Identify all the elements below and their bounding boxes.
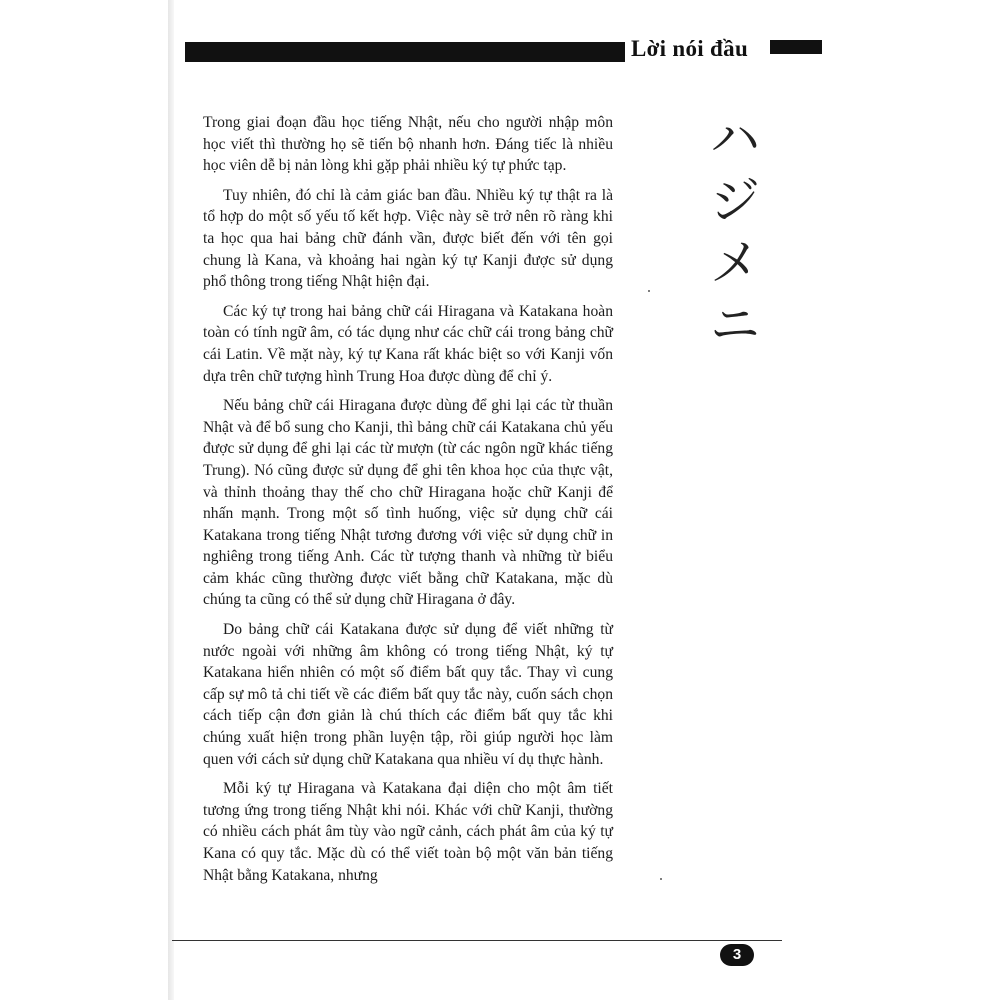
katakana-char: ハ — [710, 110, 760, 168]
paragraph: Tuy nhiên, đó chỉ là cảm giác ban đầu. Nhiều ký tự thật ra là tổ hợp do một số yếu tố kết hợp. Việc này sẽ trở nên rõ ràng khi ta học qua hai bảng chữ đánh vần, được biết đến với tên gọi chung là Kana, và khoảng hai ngàn ký tự Kanji được sử dụng phổ thông trong tiếng Nhật hiện đại. — [203, 186, 613, 291]
footer-rule — [172, 940, 782, 941]
paragraph: Do bảng chữ cái Katakana được sử dụng để viết những từ nước ngoài với những âm không có trong tiếng Nhật, ký tự Katakana hiển nhiên có một số điểm bất quy tắc. Thay vì cung cấp sự mô tả chi tiết về các điểm bất quy tắc này, cuốn sách chọn cách tiếp cận đơn giản là chú thích các điểm bất quy tắc khi chúng xuất hiện trong phần luyện tập, rồi giúp người học làm quen với cách sử dụng chữ Katakana qua nhiều ví dụ thực hành. — [203, 621, 613, 768]
page-number-badge: 3 — [720, 944, 754, 966]
body-text — [203, 112, 613, 894]
chapter-title: Lời nói đầu — [631, 36, 749, 61]
scan-speck — [660, 878, 662, 880]
paragraph: Nếu bảng chữ cái Hiragana được dùng để ghi lại các từ thuần Nhật và để bổ sung cho Kanji, thì bảng chữ cái Katakana chủ yếu được sử dụng để ghi lại các từ mượn (từ các ngôn ngữ khác tiếng Trung). Nó cũng được sử dụng để ghi tên khoa học của thực vật, và thỉnh thoảng thay thế cho chữ Hiragana hoặc chữ Kanji để nhấn mạnh. Trong một số tình huống, việc sử dụng chữ cái Katakana trong tiếng Nhật tương đương với việc sử dụng chữ in nghiêng trong tiếng Anh. Các từ tượng thanh và những từ biểu cảm khác cũng thường được viết bằng chữ Katakana, mặc dù chúng ta cũng có thể sử dụng chữ Hiragana ở đây. — [203, 397, 613, 609]
vertical-katakana-title — [700, 108, 770, 356]
katakana-char: ジ — [710, 172, 760, 230]
katakana-char: ニ — [710, 296, 760, 354]
katakana-char: メ — [710, 234, 760, 292]
header-bar-left — [185, 42, 625, 62]
paragraph: Mỗi ký tự Hiragana và Katakana đại diện cho một âm tiết tương ứng trong tiếng Nhật khi nói. Khác với chữ Kanji, thường có nhiều cách phát âm tùy vào ngữ cảnh, cách phát âm của ký tự Kana có quy tắc. Mặc dù có thể viết toàn bộ một văn bản tiếng Nhật bằng Katakana, nhưng — [203, 780, 613, 884]
scan-speck — [648, 290, 650, 292]
paragraph: Các ký tự trong hai bảng chữ cái Hiragana và Katakana hoàn toàn có tính ngữ âm, có tác dụng như các chữ cái trong bảng chữ cái Latin. Về mặt này, ký tự Kana rất khác biệt so với Kanji vốn dựa trên chữ tượng hình Trung Hoa được dùng để chỉ ý. — [203, 302, 613, 385]
page-gutter-edge — [168, 0, 174, 1000]
header-bar-right — [770, 40, 822, 54]
paragraph: Trong giai đoạn đầu học tiếng Nhật, nếu cho người nhập môn học viết thì thường họ sẽ tiến bộ nhanh hơn. Đáng tiếc là nhiều học viên dễ bị nản lòng khi gặp phải nhiều ký tự phức tạp. — [203, 114, 613, 175]
